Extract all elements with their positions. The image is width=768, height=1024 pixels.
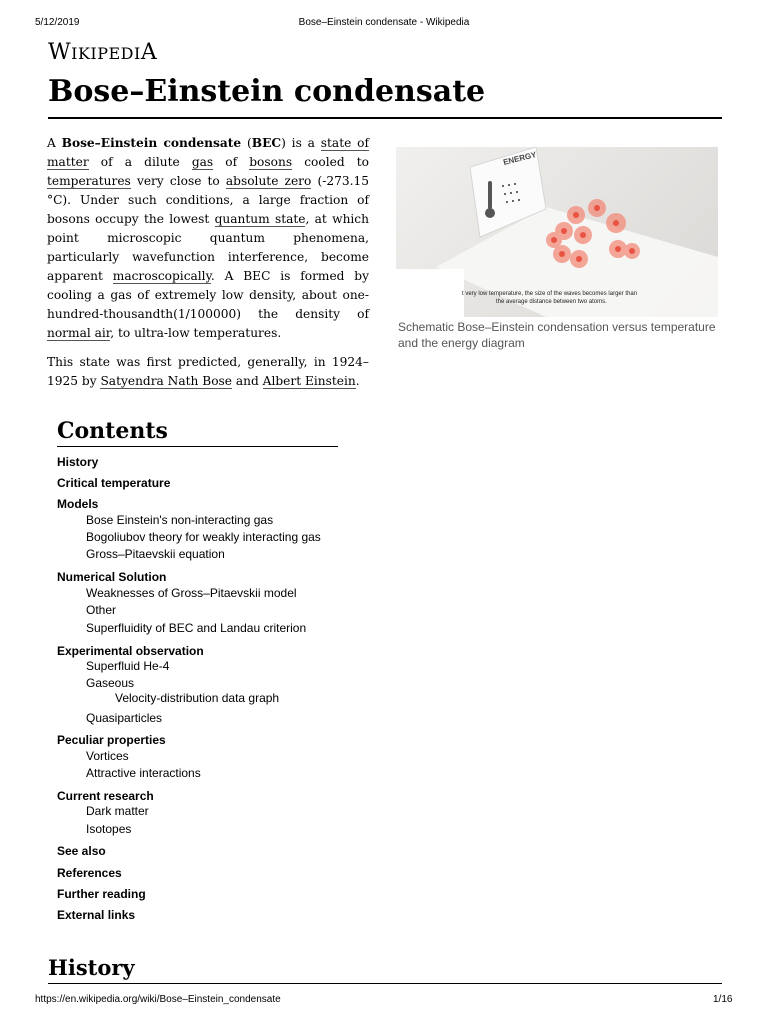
toc-item[interactable]: External links xyxy=(57,908,136,922)
text-run: (-273.15 °C). Under such conditions, a large fraction of bosons occupy the lowest xyxy=(47,174,369,226)
toc-item[interactable]: Dark matter xyxy=(86,804,149,818)
print-date: 5/12/2019 xyxy=(35,17,80,28)
article-link[interactable]: bosons xyxy=(249,155,293,169)
figure-overlay-text-2: the average distance between two atoms. xyxy=(496,299,607,305)
toc-item[interactable]: Other xyxy=(86,603,117,617)
print-title: Bose–Einstein condensate - Wikipedia xyxy=(298,17,470,28)
toc-item[interactable]: Isotopes xyxy=(86,822,132,836)
article-link[interactable]: quantum state xyxy=(214,212,306,226)
toc-item[interactable]: Further reading xyxy=(57,887,146,901)
article-link[interactable]: state of matter xyxy=(47,136,369,169)
toc-item[interactable]: Experimental observation xyxy=(57,644,204,658)
print-url: https://en.wikipedia.org/wiki/Bose–Einstein_condensate xyxy=(35,994,281,1005)
text-run: and xyxy=(232,374,263,388)
history-heading: History xyxy=(48,955,135,980)
wikipedia-logo[interactable]: WIKIPEDIA xyxy=(48,40,158,65)
bec-figure[interactable] xyxy=(396,147,718,317)
bold-term: Bose–Einstein condensate xyxy=(61,136,242,150)
page-title: Bose–Einstein condensate xyxy=(48,74,486,109)
text-run: , at which point microscopic quantum phenomena, particularly wavefunction interference, become apparent xyxy=(47,212,369,283)
bec-figure-illustration xyxy=(396,147,718,317)
text-run: ) is a xyxy=(281,136,321,150)
text-run: of a dilute xyxy=(88,155,192,169)
toc-item[interactable]: Bose Einstein's non-interacting gas xyxy=(86,513,274,527)
toc-item[interactable]: References xyxy=(57,866,122,880)
toc-item[interactable]: History xyxy=(57,455,99,469)
text-run: . A BEC is formed by cooling a gas of extremely low density, about one-hundred-thousandth(1/100000) the density of xyxy=(47,269,369,321)
intro-paragraph-2 xyxy=(47,353,369,391)
article-link[interactable]: absolute zero xyxy=(225,174,312,188)
toc-item[interactable]: Critical temperature xyxy=(57,476,171,490)
text-run: A xyxy=(47,136,62,150)
toc-item[interactable]: Weaknesses of Gross–Pitaevskii model xyxy=(86,586,297,600)
text-run: . xyxy=(355,374,360,388)
toc-item[interactable]: Models xyxy=(57,497,99,511)
toc-item[interactable]: Quasiparticles xyxy=(86,711,163,725)
toc-item[interactable]: Superfluid He-4 xyxy=(86,659,170,673)
toc-item[interactable]: Bogoliubov theory for weakly interacting gas xyxy=(86,530,321,544)
toc-item[interactable]: Current research xyxy=(57,789,154,803)
history-rule xyxy=(48,983,722,984)
toc-item[interactable]: Attractive interactions xyxy=(86,766,201,780)
article-link[interactable]: temperatures xyxy=(47,174,131,188)
text-run: This state was first predicted, generally, in 1924–1925 by xyxy=(47,355,369,388)
intro-paragraph-1 xyxy=(47,134,369,343)
text-run: , to ultra-low temperatures. xyxy=(110,326,282,340)
article-link[interactable]: Satyendra Nath Bose xyxy=(100,374,232,388)
article-link[interactable]: gas xyxy=(191,155,214,169)
toc-item[interactable]: See also xyxy=(57,844,106,858)
article-link[interactable]: Albert Einstein xyxy=(262,374,356,388)
toc-item[interactable]: Superfluidity of BEC and Landau criterion xyxy=(86,621,307,635)
print-page-number: 1/16 xyxy=(713,994,733,1005)
article-link[interactable]: normal air xyxy=(47,326,111,340)
toc-item[interactable]: Gross–Pitaevskii equation xyxy=(86,547,225,561)
toc-item[interactable]: Velocity-distribution data graph xyxy=(115,691,280,705)
intro-text xyxy=(47,134,369,401)
title-rule xyxy=(48,117,722,119)
text-run: very close to xyxy=(130,174,226,188)
energy-label: ENERGY xyxy=(502,150,538,167)
contents-rule xyxy=(57,446,338,447)
text-run: cooled to xyxy=(292,155,369,169)
figure-overlay-text-1: t very low temperature, the size of the waves becomes larger than xyxy=(462,291,638,297)
text-run: ( xyxy=(241,136,252,150)
article-link[interactable]: macroscopically xyxy=(112,269,211,283)
toc-item[interactable]: Vortices xyxy=(86,749,129,763)
figure-caption: Schematic Bose–Einstein condensation versus temperature and the energy diagram xyxy=(398,320,716,350)
bold-term: BEC xyxy=(251,136,282,150)
toc-item[interactable]: Numerical Solution xyxy=(57,570,167,584)
text-run: of xyxy=(213,155,250,169)
toc-item[interactable]: Peculiar properties xyxy=(57,733,166,747)
toc-item[interactable]: Gaseous xyxy=(86,676,135,690)
contents-title: Contents xyxy=(57,418,168,444)
